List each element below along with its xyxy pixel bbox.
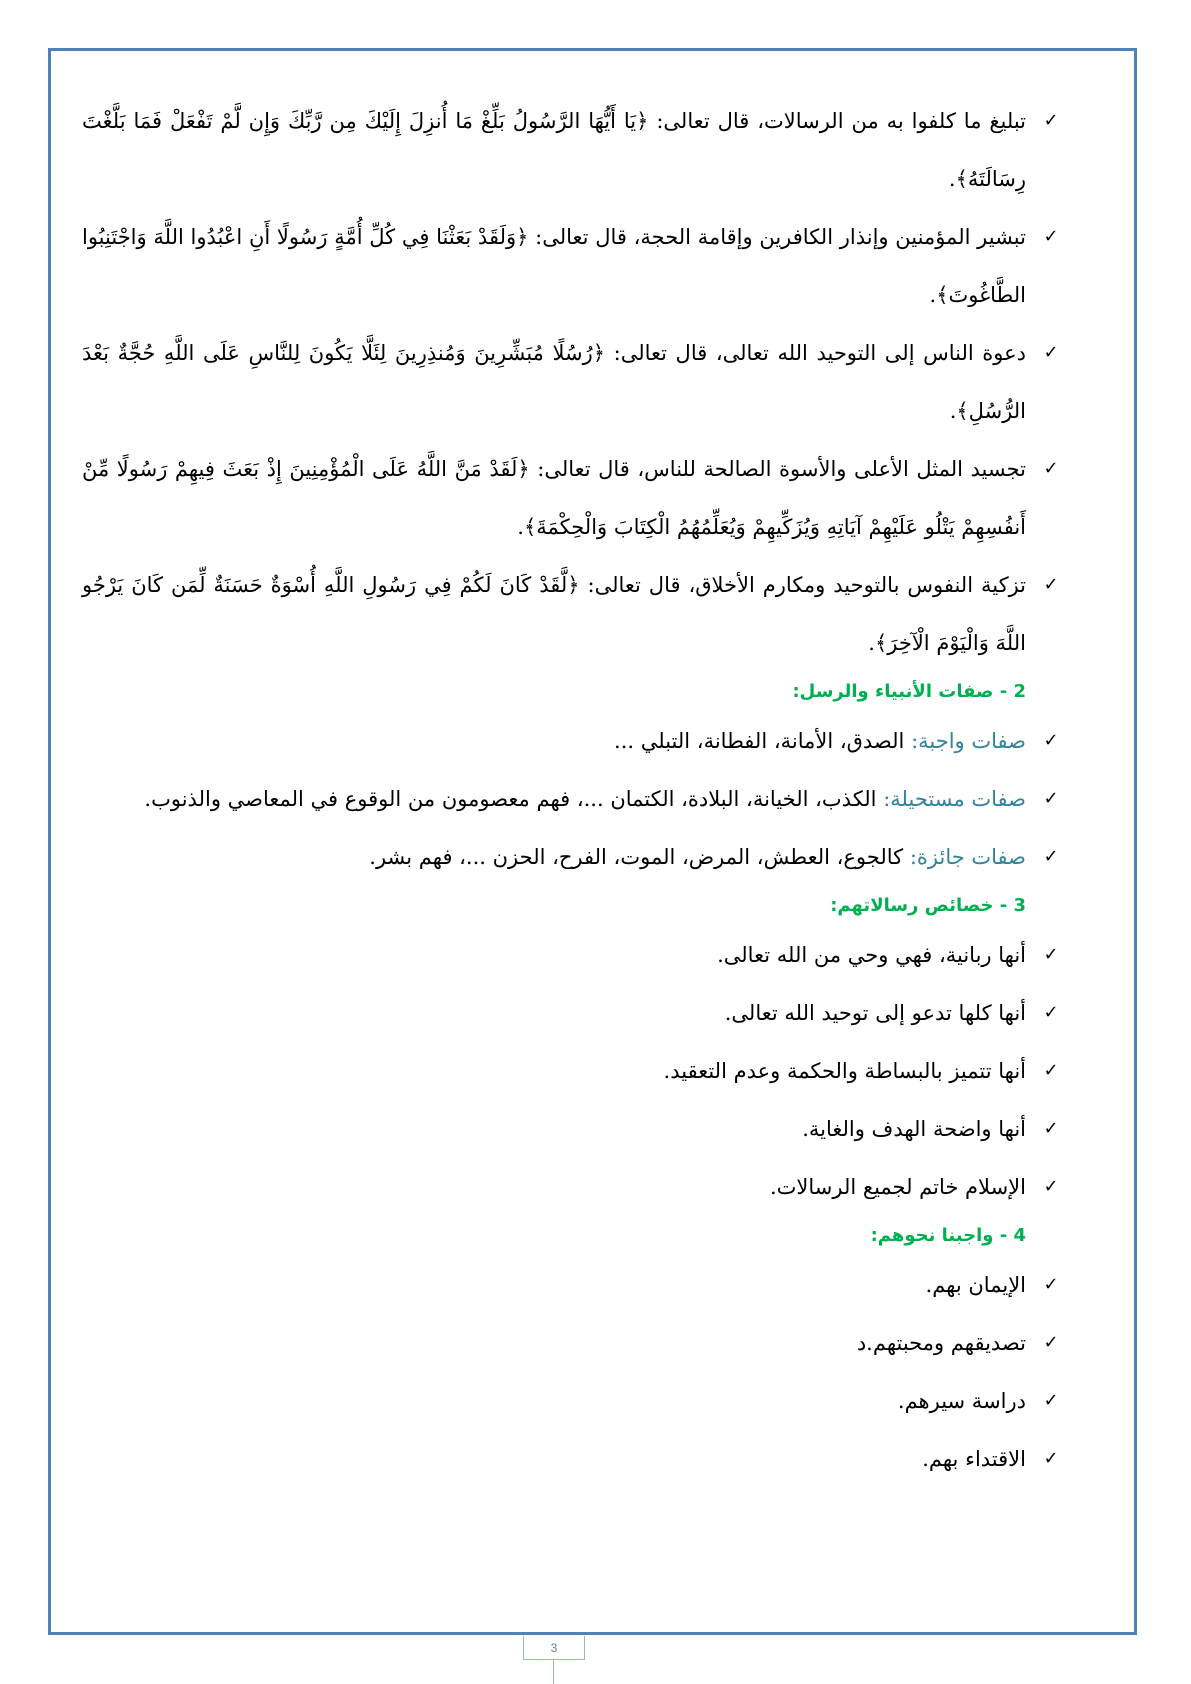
checkmark-icon: ✓: [1043, 226, 1059, 247]
list-item: [82, 926, 1062, 984]
list-item-text: أنها واضحة الهدف والغاية.: [802, 1117, 1026, 1141]
checkmark-icon: ✓: [1043, 1390, 1059, 1411]
list-item-text: تبليغ ما كلفوا به من الرسالات، قال تعالى: ﴿يَا أَيُّهَا الرَّسُولُ بَلِّغْ مَا أُنزِلَ إِلَيْكَ مِن رَّبِّكَ وَإِن لَّمْ تَفْعَلْ فَمَا بَلَّغْتَ رِسَالَتَهُ﴾.: [82, 109, 1026, 191]
list-item-text: دعوة الناس إلى التوحيد الله تعالى، قال تعالى: ﴿رُسُلًا مُبَشِّرِينَ وَمُنذِرِينَ لِئَلَّا يَكُونَ لِلنَّاسِ عَلَى اللَّهِ حُجَّةٌ بَعْدَ الرُّسُلِ﴾.: [82, 341, 1026, 423]
list-item: [82, 208, 1062, 324]
section-heading-characteristics: 3 - خصائص رسالاتهم:: [830, 895, 1026, 916]
checkmark-icon: ✓: [1043, 342, 1059, 363]
checkmark-icon: ✓: [1043, 574, 1059, 595]
checkmark-icon: ✓: [1043, 788, 1059, 809]
list-item: [82, 1314, 1062, 1372]
list-item-text: الإسلام خاتم لجميع الرسالات.: [769, 1175, 1026, 1199]
section4-list: [82, 1256, 1062, 1488]
checkmark-icon: ✓: [1043, 458, 1059, 479]
list-item-text: الاقتداء بهم.: [922, 1447, 1026, 1471]
list-item-text: الإيمان بهم.: [925, 1273, 1026, 1297]
list-item: [82, 556, 1062, 672]
list-item: [82, 1256, 1062, 1314]
list-item: [82, 1100, 1062, 1158]
checkmark-icon: ✓: [1043, 846, 1059, 867]
page-number-stem: [553, 1660, 554, 1684]
attribute-term: صفات مستحيلة:: [883, 787, 1026, 811]
list-item: [82, 324, 1062, 440]
checkmark-icon: ✓: [1043, 1274, 1059, 1295]
list-item-text: تجسيد المثل الأعلى والأسوة الصالحة للناس، قال تعالى: ﴿لَقَدْ مَنَّ اللَّهُ عَلَى الْمُؤْمِنِينَ إِذْ بَعَثَ فِيهِمْ رَسُولًا مِّنْ أَنفُسِهِمْ يَتْلُو عَلَيْهِمْ آيَاتِهِ وَيُزَكِّيهِمْ وَيُعَلِّمُهُمُ الْكِتَابَ وَالْحِكْمَةَ﴾.: [82, 457, 1026, 539]
list-item: [82, 1042, 1062, 1100]
list-item-text: أنها تتميز بالبساطة والحكمة وعدم التعقيد.: [663, 1059, 1026, 1083]
attribute-term: صفات واجبة:: [911, 729, 1026, 753]
list-item-text: أنها ربانية، فهي وحي من الله تعالى.: [717, 943, 1026, 967]
list-item-text: تزكية النفوس بالتوحيد ومكارم الأخلاق، قال تعالى: ﴿لَّقَدْ كَانَ لَكُمْ فِي رَسُولِ اللَّهِ أُسْوَةٌ حَسَنَةٌ لِّمَن كَانَ يَرْجُو اللَّهَ وَالْيَوْمَ الْآخِرَ﴾.: [82, 573, 1026, 655]
list-item: [82, 828, 1062, 886]
list-item-text: أنها كلها تدعو إلى توحيد الله تعالى.: [724, 1001, 1026, 1025]
checkmark-icon: ✓: [1043, 1118, 1059, 1139]
list-item-text: تصديقهم ومحبتهم.د: [856, 1331, 1026, 1355]
list-item: [82, 712, 1062, 770]
list-item: [82, 1372, 1062, 1430]
section2-list: [82, 712, 1062, 886]
section-heading-duties: 4 - واجبنا نحوهم:: [870, 1225, 1026, 1246]
list-item: [82, 92, 1062, 208]
list-item-text: تبشير المؤمنين وإنذار الكافرين وإقامة الحجة، قال تعالى: ﴿وَلَقَدْ بَعَثْنَا فِي كُلِّ أُمَّةٍ رَسُولًا أَنِ اعْبُدُوا اللَّهَ وَاجْتَنِبُوا الطَّاغُوتَ﴾.: [82, 225, 1026, 307]
section-heading-attributes: 2 - صفات الأنبياء والرسل:: [792, 681, 1026, 702]
page-number: 3: [523, 1636, 585, 1660]
checkmark-icon: ✓: [1043, 1002, 1059, 1023]
checkmark-icon: ✓: [1043, 1060, 1059, 1081]
list-item: [82, 984, 1062, 1042]
section3-list: [82, 926, 1062, 1216]
attribute-text: الكذب، الخيانة، البلادة، الكتمان ...، فهم معصومون من الوقوع في المعاصي والذنوب.: [144, 787, 884, 811]
list-item: [82, 1158, 1062, 1216]
attribute-text: الصدق، الأمانة، الفطانة، التبلي ...: [614, 729, 912, 753]
list-item-text: دراسة سيرهم.: [897, 1389, 1026, 1413]
list-item: [82, 770, 1062, 828]
section1-list: [82, 92, 1062, 672]
checkmark-icon: ✓: [1043, 1448, 1059, 1469]
checkmark-icon: ✓: [1043, 110, 1059, 131]
checkmark-icon: ✓: [1043, 1176, 1059, 1197]
list-item: [82, 1430, 1062, 1488]
checkmark-icon: ✓: [1043, 944, 1059, 965]
checkmark-icon: ✓: [1043, 1332, 1059, 1353]
checkmark-icon: ✓: [1043, 730, 1059, 751]
attribute-text: كالجوع، العطش، المرض، الموت، الفرح، الحزن ...، فهم بشر.: [369, 845, 910, 869]
document-body: [82, 92, 1062, 1488]
attribute-term: صفات جائزة:: [909, 845, 1026, 869]
list-item: [82, 440, 1062, 556]
